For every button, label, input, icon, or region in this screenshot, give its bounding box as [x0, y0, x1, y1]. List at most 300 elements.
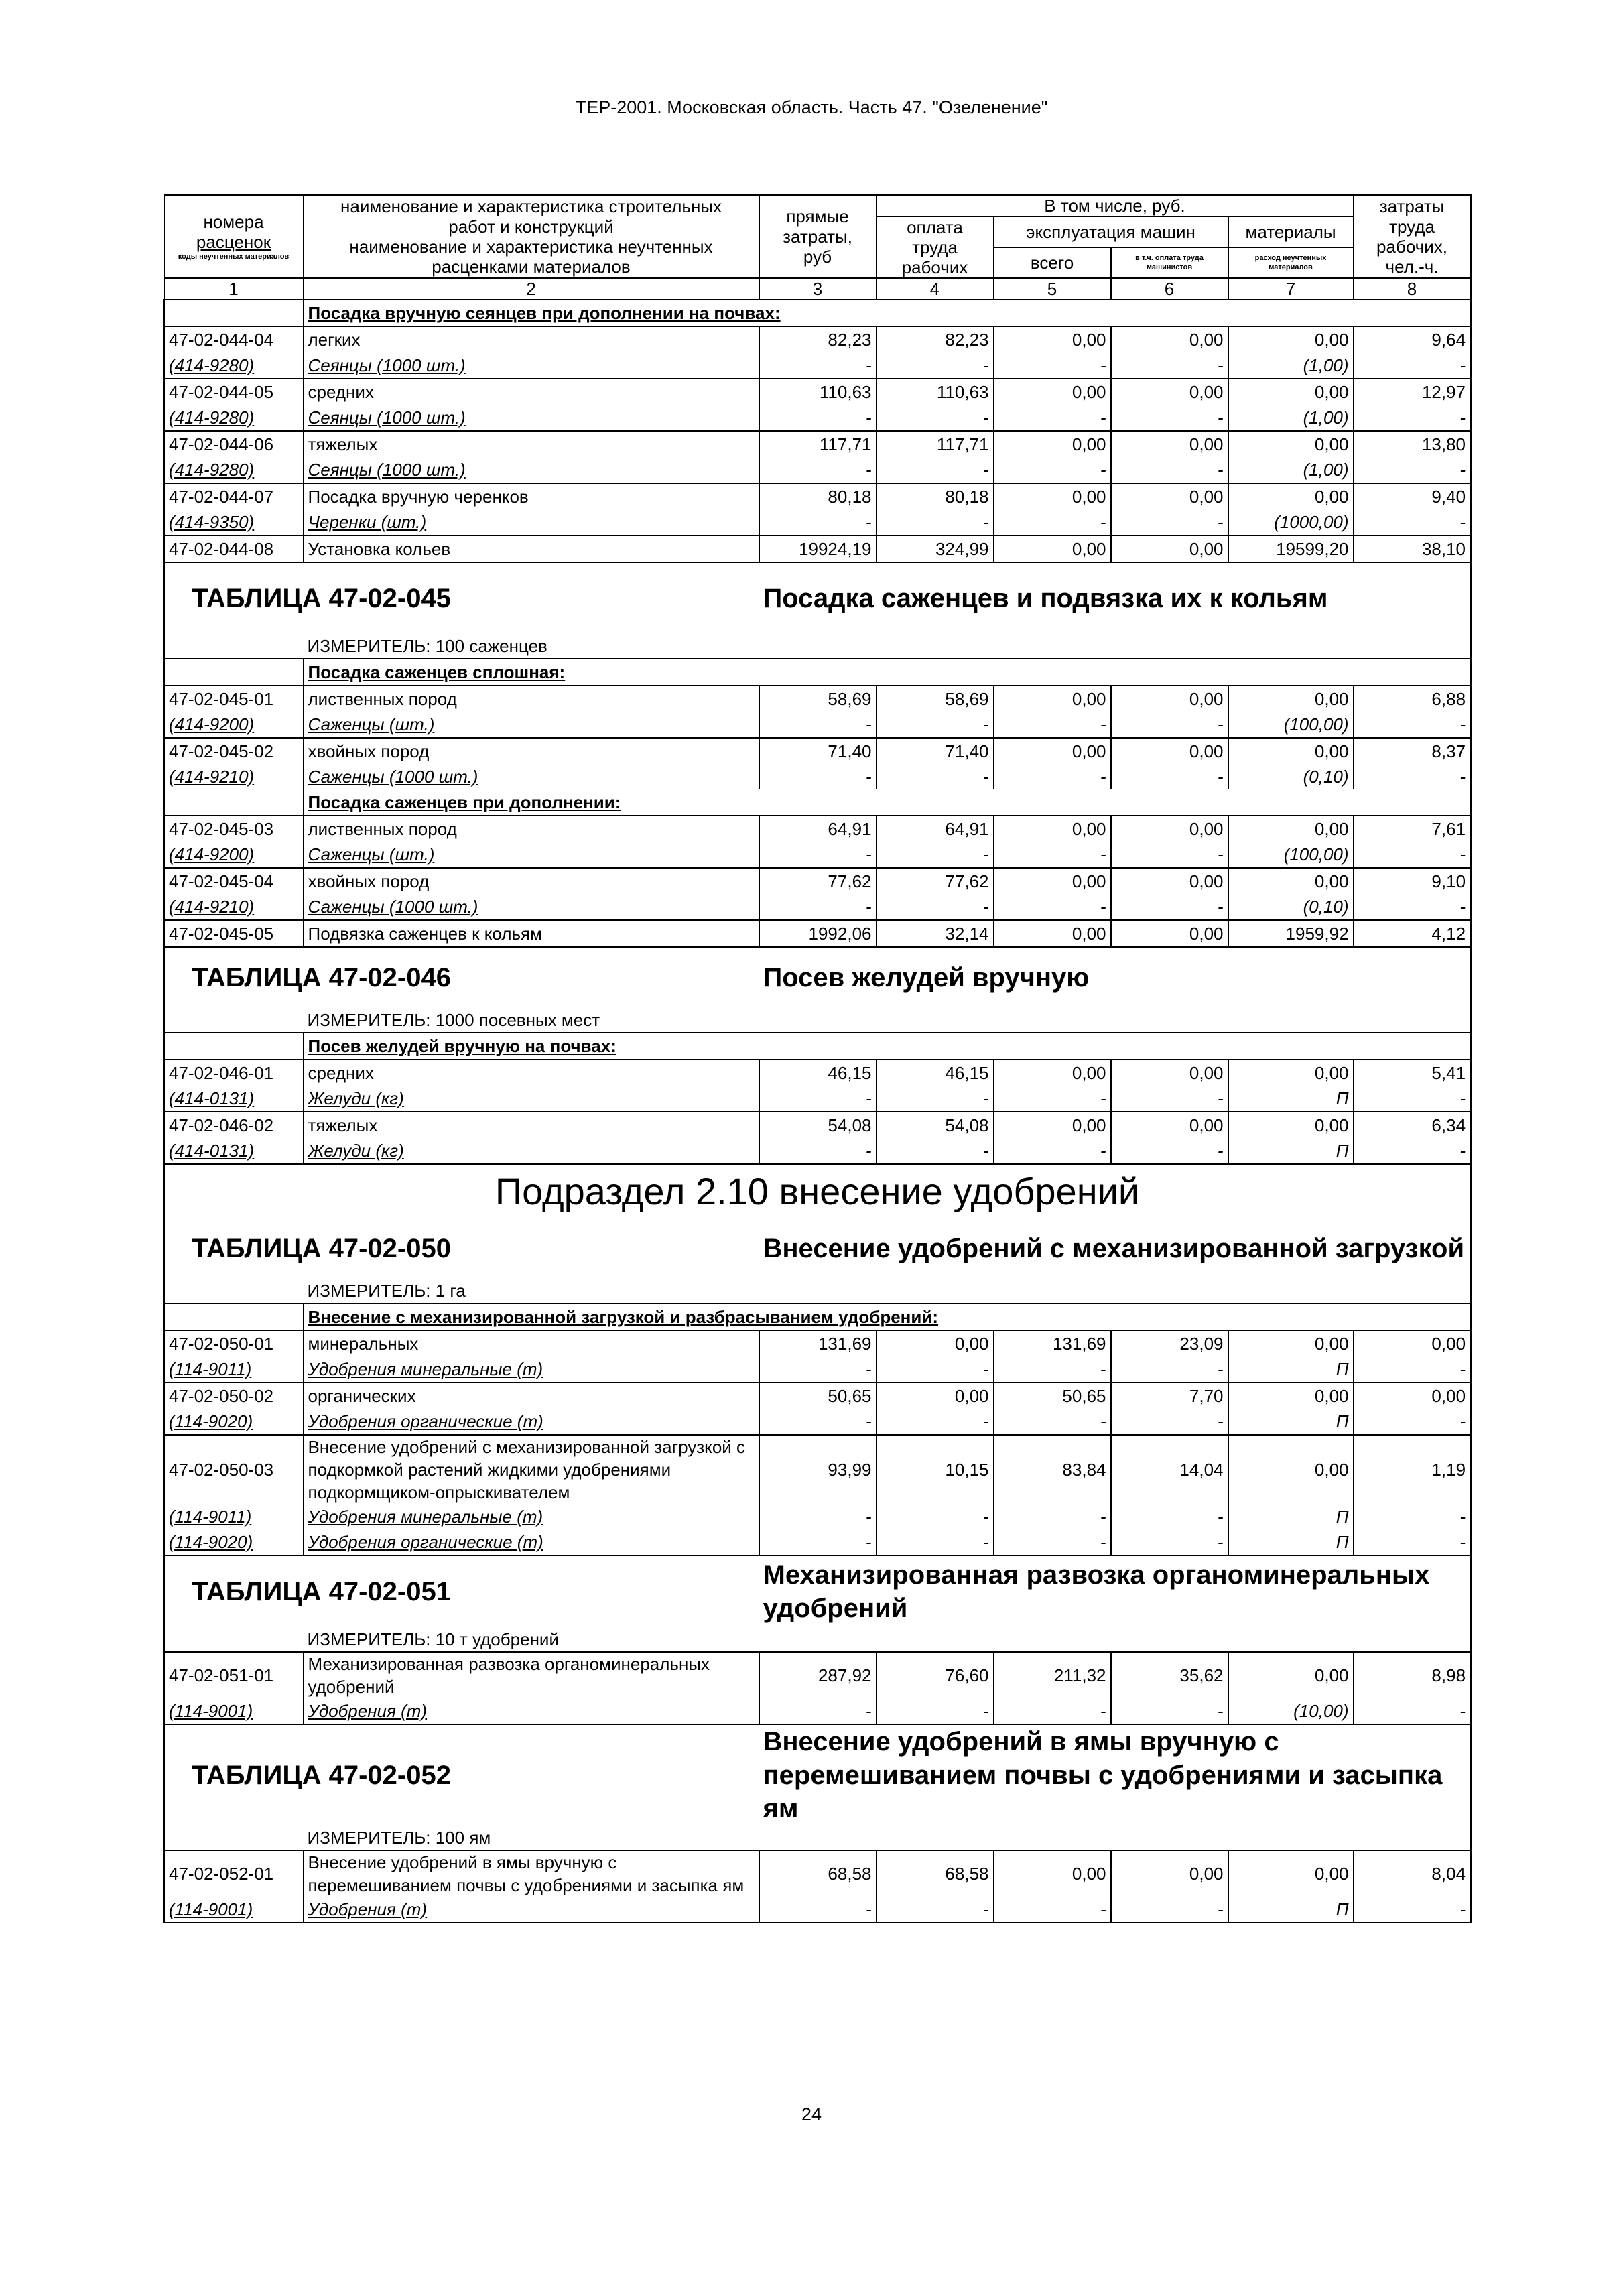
rate-value-v8: -: [1354, 1409, 1471, 1435]
material-row: [164, 712, 1471, 738]
column-number: 2: [304, 278, 759, 300]
rate-value-v7: П: [1228, 1138, 1354, 1164]
material-row: [164, 353, 1471, 379]
rate-value-v7: (1,00): [1228, 405, 1354, 431]
rate-name: Установка кольев: [304, 535, 759, 562]
section-heading: Посадка саженцев сплошная:: [304, 659, 1471, 686]
rate-row: [164, 326, 1471, 353]
column-number: 3: [759, 278, 877, 300]
rate-value-v4: -: [877, 1409, 994, 1435]
rate-value-v6: 0,00: [1111, 483, 1228, 509]
rate-value-v6: 14,04: [1111, 1435, 1228, 1504]
col-header-code-line: номера: [203, 212, 264, 232]
rate-value-v5: 131,69: [994, 1330, 1111, 1356]
rate-value-v5: 0,00: [994, 1060, 1111, 1086]
rate-value-v6: 0,00: [1111, 816, 1228, 842]
rate-value-v8: 12,97: [1354, 379, 1471, 405]
rate-name: Сеянцы (1000 шт.): [304, 405, 759, 431]
rate-value-v8: -: [1354, 894, 1471, 920]
rate-name: средних: [304, 1060, 759, 1086]
rate-row: [164, 1435, 1471, 1504]
rate-row: [164, 1383, 1471, 1409]
rate-row: [164, 738, 1471, 764]
rate-value-v3: -: [759, 1698, 877, 1724]
section-heading: Посадка саженцев при дополнении:: [304, 789, 1471, 816]
material-row: [164, 842, 1471, 868]
rate-value-v3: -: [759, 1138, 877, 1164]
table-id: ТАБЛИЦА 47-02-051: [164, 1555, 759, 1627]
rate-value-v4: -: [877, 457, 994, 483]
rate-value-v5: 0,00: [994, 535, 1111, 562]
rate-code: (114-9020): [164, 1529, 304, 1555]
rate-value-v3: 58,69: [759, 686, 877, 712]
rate-value-v4: -: [877, 842, 994, 868]
col-header-direct: [759, 195, 877, 278]
rate-value-v3: 82,23: [759, 326, 877, 353]
measure-unit: ИЗМЕРИТЕЛЬ: 100 ям: [304, 1826, 1471, 1850]
col-header-code: [164, 195, 304, 278]
measure-spacer: [164, 1008, 304, 1033]
rate-value-v5: -: [994, 1138, 1111, 1164]
rate-value-v7: (0,10): [1228, 764, 1354, 789]
col-header-labor-line: затраты: [1379, 196, 1445, 216]
rate-value-v8: 5,41: [1354, 1060, 1471, 1086]
rate-name: средних: [304, 379, 759, 405]
rate-name: легких: [304, 326, 759, 353]
rate-code: 47-02-050-01: [164, 1330, 304, 1356]
table-title-row: [164, 1218, 1471, 1279]
col-header-machines: эксплуатация машин: [994, 216, 1228, 247]
rate-value-v7: П: [1228, 1504, 1354, 1529]
rate-value-v5: 50,65: [994, 1383, 1111, 1409]
rate-value-v7: 0,00: [1228, 379, 1354, 405]
column-number: 7: [1228, 278, 1354, 300]
rate-value-v7: 0,00: [1228, 1112, 1354, 1138]
rate-value-v8: -: [1354, 1529, 1471, 1555]
rate-value-v7: 0,00: [1228, 1383, 1354, 1409]
rate-value-v8: -: [1354, 1504, 1471, 1529]
rate-value-v5: -: [994, 353, 1111, 379]
rate-value-v3: 71,40: [759, 738, 877, 764]
rate-name: минеральных: [304, 1330, 759, 1356]
section-row: [164, 1033, 1471, 1060]
rate-value-v5: -: [994, 1529, 1111, 1555]
rate-value-v3: 1992,06: [759, 920, 877, 947]
rate-value-v4: 68,58: [877, 1850, 994, 1897]
table-title: Посев желудей вручную: [759, 947, 1471, 1008]
rate-value-v3: -: [759, 1086, 877, 1112]
rate-row: [164, 1330, 1471, 1356]
rate-value-v7: (1,00): [1228, 457, 1354, 483]
col-header-material-use: расход неучтенных материалов: [1228, 247, 1354, 278]
rate-value-v6: -: [1111, 1504, 1228, 1529]
rate-name: тяжелых: [304, 431, 759, 457]
rate-value-v7: П: [1228, 1409, 1354, 1435]
section-row: [164, 659, 1471, 686]
rate-row: [164, 379, 1471, 405]
rate-value-v6: -: [1111, 1086, 1228, 1112]
col-header-labor: [1354, 195, 1471, 278]
rate-code: 47-02-044-04: [164, 326, 304, 353]
section-spacer: [164, 300, 304, 326]
rate-value-v4: -: [877, 1529, 994, 1555]
rate-value-v3: -: [759, 894, 877, 920]
rate-value-v5: 0,00: [994, 686, 1111, 712]
rate-name: хвойных пород: [304, 738, 759, 764]
col-header-wages-line: рабочих: [901, 257, 968, 277]
rate-value-v3: -: [759, 405, 877, 431]
table-title-row: [164, 1724, 1471, 1826]
rate-value-v6: 0,00: [1111, 738, 1228, 764]
rate-row: [164, 686, 1471, 712]
rate-value-v8: -: [1354, 842, 1471, 868]
material-row: [164, 1138, 1471, 1164]
table-header: [164, 195, 1471, 300]
col-header-machinist-wages: в т.ч. оплата труда машинистов: [1111, 247, 1228, 278]
rate-value-v8: 1,19: [1354, 1435, 1471, 1504]
rate-row: [164, 1060, 1471, 1086]
rate-value-v8: -: [1354, 353, 1471, 379]
rate-code: (414-9350): [164, 509, 304, 535]
rate-code: 47-02-051-01: [164, 1652, 304, 1698]
rate-value-v7: 0,00: [1228, 1060, 1354, 1086]
rate-value-v6: -: [1111, 764, 1228, 789]
col-header-name-line: наименование и характеристика строительных: [340, 196, 722, 216]
rate-value-v3: 117,71: [759, 431, 877, 457]
rate-value-v3: 77,62: [759, 868, 877, 894]
rate-value-v6: -: [1111, 405, 1228, 431]
rate-name: Саженцы (1000 шт.): [304, 894, 759, 920]
measure-unit: ИЗМЕРИТЕЛЬ: 10 т удобрений: [304, 1627, 1471, 1652]
rate-value-v8: -: [1354, 712, 1471, 738]
col-group-title: В том числе, руб.: [877, 195, 1354, 216]
measure-unit: ИЗМЕРИТЕЛЬ: 100 саженцев: [304, 634, 1471, 659]
rate-value-v5: -: [994, 1356, 1111, 1383]
rate-value-v4: -: [877, 712, 994, 738]
rate-value-v5: -: [994, 1086, 1111, 1112]
material-row: [164, 764, 1471, 789]
rate-value-v3: 19924,19: [759, 535, 877, 562]
rate-value-v4: 54,08: [877, 1112, 994, 1138]
rates-sheet: [163, 194, 1470, 1923]
rate-value-v6: 0,00: [1111, 868, 1228, 894]
rate-value-v8: 8,37: [1354, 738, 1471, 764]
rate-value-v7: П: [1228, 1897, 1354, 1923]
rate-value-v6: -: [1111, 842, 1228, 868]
rate-value-v4: 110,63: [877, 379, 994, 405]
column-number: 6: [1111, 278, 1228, 300]
rate-value-v7: (10,00): [1228, 1698, 1354, 1724]
rate-value-v4: -: [877, 894, 994, 920]
col-header-name-line: расценками материалов: [432, 257, 631, 277]
rate-name: Удобрения (т): [304, 1897, 759, 1923]
rate-value-v5: 0,00: [994, 1112, 1111, 1138]
rate-value-v6: -: [1111, 894, 1228, 920]
col-header-wages-line: труда: [912, 237, 958, 257]
rate-name: Удобрения минеральные (т): [304, 1504, 759, 1529]
rate-value-v7: 0,00: [1228, 483, 1354, 509]
rate-value-v6: 0,00: [1111, 535, 1228, 562]
column-number: 5: [994, 278, 1111, 300]
rate-value-v6: -: [1111, 1409, 1228, 1435]
rate-value-v6: -: [1111, 712, 1228, 738]
col-header-wages-line: оплата: [907, 217, 963, 237]
rate-name: Удобрения органические (т): [304, 1409, 759, 1435]
rate-value-v5: -: [994, 842, 1111, 868]
rate-code: 47-02-050-03: [164, 1435, 304, 1504]
rate-value-v8: -: [1354, 764, 1471, 789]
measure-spacer: [164, 634, 304, 659]
section-row: [164, 789, 1471, 816]
rate-value-v8: 38,10: [1354, 535, 1471, 562]
rate-name: Сеянцы (1000 шт.): [304, 353, 759, 379]
measure-spacer: [164, 1826, 304, 1850]
table-title-row: [164, 1555, 1471, 1627]
rate-code: (414-0131): [164, 1086, 304, 1112]
rate-code: (414-9200): [164, 842, 304, 868]
rate-value-v7: (100,00): [1228, 842, 1354, 868]
rate-value-v4: -: [877, 1698, 994, 1724]
table-title: Механизированная развозка органоминеральных удобрений: [759, 1555, 1471, 1627]
rate-value-v5: -: [994, 1409, 1111, 1435]
measure-unit: ИЗМЕРИТЕЛЬ: 1000 посевных мест: [304, 1008, 1471, 1033]
rate-value-v3: 287,92: [759, 1652, 877, 1698]
rate-value-v8: 8,98: [1354, 1652, 1471, 1698]
rate-value-v6: 7,70: [1111, 1383, 1228, 1409]
subsection-row: [164, 1164, 1471, 1218]
rate-code: 47-02-045-01: [164, 686, 304, 712]
rate-value-v5: -: [994, 405, 1111, 431]
rate-value-v7: 0,00: [1228, 816, 1354, 842]
rate-value-v8: -: [1354, 1086, 1471, 1112]
rate-value-v3: -: [759, 1356, 877, 1383]
column-numbers-row: [164, 278, 1471, 300]
rate-name: Механизированная развозка органоминеральных удобрений: [304, 1652, 759, 1698]
rate-value-v5: 0,00: [994, 483, 1111, 509]
material-row: [164, 1504, 1471, 1529]
rate-value-v6: 23,09: [1111, 1330, 1228, 1356]
rate-value-v3: 46,15: [759, 1060, 877, 1086]
rate-value-v5: -: [994, 1698, 1111, 1724]
rate-name: Саженцы (шт.): [304, 712, 759, 738]
rate-value-v5: 0,00: [994, 379, 1111, 405]
measure-spacer: [164, 1279, 304, 1303]
rate-value-v8: 9,64: [1354, 326, 1471, 353]
rate-value-v5: 83,84: [994, 1435, 1111, 1504]
rate-value-v8: 9,40: [1354, 483, 1471, 509]
rate-value-v4: 10,15: [877, 1435, 994, 1504]
rate-value-v4: -: [877, 405, 994, 431]
page-header: ТЕР-2001. Московская область. Часть 47. "Озеленение": [575, 97, 1048, 117]
rate-code: (414-9280): [164, 457, 304, 483]
page-number: 24: [801, 2104, 822, 2124]
rate-value-v3: -: [759, 353, 877, 379]
rate-value-v6: -: [1111, 1897, 1228, 1923]
rate-value-v6: -: [1111, 353, 1228, 379]
rate-value-v5: -: [994, 457, 1111, 483]
rate-value-v8: 8,04: [1354, 1850, 1471, 1897]
rate-value-v4: 46,15: [877, 1060, 994, 1086]
section-row: [164, 300, 1471, 326]
rate-value-v6: 0,00: [1111, 379, 1228, 405]
rate-code: (414-9200): [164, 712, 304, 738]
rate-value-v5: -: [994, 1897, 1111, 1923]
rate-name: лиственных пород: [304, 686, 759, 712]
rate-value-v6: -: [1111, 1529, 1228, 1555]
rate-value-v7: П: [1228, 1356, 1354, 1383]
rate-value-v8: 7,61: [1354, 816, 1471, 842]
rate-code: 47-02-045-04: [164, 868, 304, 894]
rate-value-v7: 0,00: [1228, 1330, 1354, 1356]
rate-value-v6: -: [1111, 509, 1228, 535]
rate-value-v3: -: [759, 712, 877, 738]
col-header-name-line: работ и конструкций: [448, 216, 614, 237]
rate-name: Внесение удобрений с механизированной загрузкой с подкормкой растений жидкими удобрениями подкормщиком-опрыскивателем: [304, 1435, 759, 1504]
rate-value-v5: -: [994, 1504, 1111, 1529]
rate-value-v6: -: [1111, 1356, 1228, 1383]
rate-value-v3: -: [759, 1409, 877, 1435]
rate-code: 47-02-044-05: [164, 379, 304, 405]
rate-value-v7: 0,00: [1228, 326, 1354, 353]
rate-code: 47-02-045-03: [164, 816, 304, 842]
material-row: [164, 894, 1471, 920]
rate-value-v6: 0,00: [1111, 1850, 1228, 1897]
table-id: ТАБЛИЦА 47-02-046: [164, 947, 759, 1008]
col-header-direct-line: руб: [803, 247, 832, 267]
rate-name: органических: [304, 1383, 759, 1409]
rate-value-v3: -: [759, 1529, 877, 1555]
rate-value-v6: 0,00: [1111, 326, 1228, 353]
rate-value-v4: 80,18: [877, 483, 994, 509]
rate-code: (114-9001): [164, 1897, 304, 1923]
rate-value-v7: 19599,20: [1228, 535, 1354, 562]
rate-code: (414-9210): [164, 764, 304, 789]
rate-name: Саженцы (шт.): [304, 842, 759, 868]
rates-table: [163, 194, 1472, 1923]
subsection-title: Подраздел 2.10 внесение удобрений: [164, 1164, 1471, 1218]
rate-value-v4: 64,91: [877, 816, 994, 842]
rate-value-v3: -: [759, 764, 877, 789]
rate-value-v4: 32,14: [877, 920, 994, 947]
rate-value-v3: 50,65: [759, 1383, 877, 1409]
rate-row: [164, 1850, 1471, 1897]
measure-row: [164, 1008, 1471, 1033]
rate-value-v6: 0,00: [1111, 431, 1228, 457]
rate-value-v6: -: [1111, 1698, 1228, 1724]
rate-value-v8: 6,34: [1354, 1112, 1471, 1138]
rate-name: Удобрения органические (т): [304, 1529, 759, 1555]
rate-code: 47-02-046-01: [164, 1060, 304, 1086]
rate-value-v6: 35,62: [1111, 1652, 1228, 1698]
column-number: 1: [164, 278, 304, 300]
rate-value-v4: -: [877, 1504, 994, 1529]
rate-value-v7: 1959,92: [1228, 920, 1354, 947]
col-header-name-line: наименование и характеристика неучтенных: [349, 237, 713, 257]
rate-value-v5: -: [994, 894, 1111, 920]
rate-value-v8: -: [1354, 1356, 1471, 1383]
rate-value-v4: -: [877, 1356, 994, 1383]
col-header-labor-line: труда: [1389, 216, 1435, 237]
rate-code: (114-9011): [164, 1504, 304, 1529]
rate-value-v3: 80,18: [759, 483, 877, 509]
rate-code: (414-9280): [164, 405, 304, 431]
rate-code: 47-02-044-07: [164, 483, 304, 509]
rate-value-v3: 93,99: [759, 1435, 877, 1504]
col-header-materials: материалы: [1228, 216, 1354, 247]
rate-name: хвойных пород: [304, 868, 759, 894]
rate-name: Желуди (кг): [304, 1086, 759, 1112]
rate-value-v4: 77,62: [877, 868, 994, 894]
rate-value-v8: 0,00: [1354, 1383, 1471, 1409]
material-row: [164, 1086, 1471, 1112]
material-row: [164, 1409, 1471, 1435]
rate-value-v4: 82,23: [877, 326, 994, 353]
rate-name: лиственных пород: [304, 816, 759, 842]
table-title-row: [164, 562, 1471, 634]
section-spacer: [164, 1033, 304, 1060]
col-header-name: [304, 195, 759, 278]
rate-value-v8: 6,88: [1354, 686, 1471, 712]
rate-value-v3: 110,63: [759, 379, 877, 405]
measure-row: [164, 1279, 1471, 1303]
rate-row: [164, 816, 1471, 842]
rate-value-v4: -: [877, 1138, 994, 1164]
rate-value-v8: -: [1354, 457, 1471, 483]
table-body: [164, 300, 1471, 1923]
rate-code: (414-9280): [164, 353, 304, 379]
rate-value-v4: 117,71: [877, 431, 994, 457]
rate-value-v8: -: [1354, 1698, 1471, 1724]
material-row: [164, 1356, 1471, 1383]
rate-name: тяжелых: [304, 1112, 759, 1138]
rate-value-v5: 0,00: [994, 326, 1111, 353]
rate-value-v4: 324,99: [877, 535, 994, 562]
rate-value-v7: 0,00: [1228, 868, 1354, 894]
section-heading: Посадка вручную сеянцев при дополнении на почвах:: [304, 300, 1471, 326]
rate-value-v6: -: [1111, 1138, 1228, 1164]
table-id: ТАБЛИЦА 47-02-045: [164, 562, 759, 634]
rate-value-v7: 0,00: [1228, 431, 1354, 457]
rate-value-v7: (1,00): [1228, 353, 1354, 379]
rate-value-v8: -: [1354, 1897, 1471, 1923]
rate-value-v6: 0,00: [1111, 920, 1228, 947]
rate-value-v4: 0,00: [877, 1383, 994, 1409]
rate-code: 47-02-046-02: [164, 1112, 304, 1138]
material-row: [164, 1529, 1471, 1555]
measure-spacer: [164, 1627, 304, 1652]
rate-name: Подвязка саженцев к кольям: [304, 920, 759, 947]
material-row: [164, 405, 1471, 431]
column-number: 4: [877, 278, 994, 300]
rate-value-v3: -: [759, 1504, 877, 1529]
rate-name: Сеянцы (1000 шт.): [304, 457, 759, 483]
rate-value-v3: -: [759, 457, 877, 483]
rate-value-v5: 0,00: [994, 816, 1111, 842]
section-heading: Посев желудей вручную на почвах:: [304, 1033, 1471, 1060]
col-header-machines-total: всего: [994, 247, 1111, 278]
rate-value-v8: -: [1354, 405, 1471, 431]
rate-value-v7: 0,00: [1228, 1435, 1354, 1504]
measure-unit: ИЗМЕРИТЕЛЬ: 1 га: [304, 1279, 1471, 1303]
rate-value-v4: -: [877, 509, 994, 535]
rate-value-v4: 71,40: [877, 738, 994, 764]
rate-value-v6: 0,00: [1111, 1060, 1228, 1086]
rate-row: [164, 431, 1471, 457]
rate-value-v5: -: [994, 509, 1111, 535]
measure-row: [164, 1826, 1471, 1850]
rate-code: (414-0131): [164, 1138, 304, 1164]
rate-value-v5: 0,00: [994, 738, 1111, 764]
